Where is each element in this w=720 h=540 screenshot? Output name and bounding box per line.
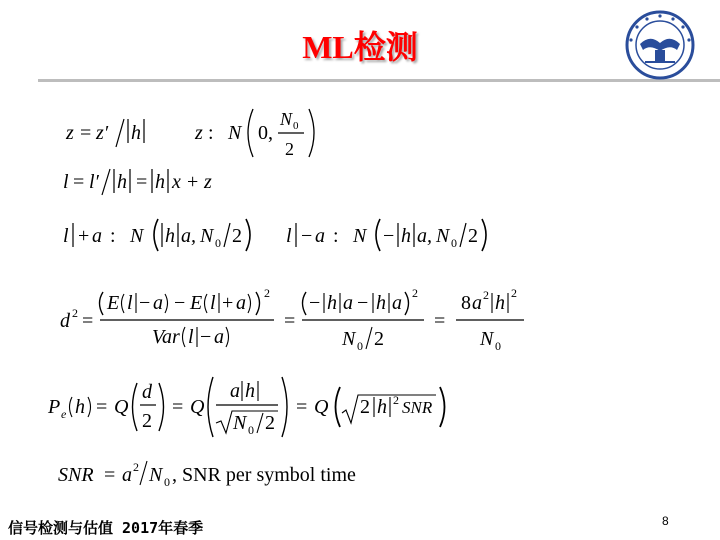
- svg-text:z: z: [66, 122, 74, 144]
- svg-text:N: N: [228, 122, 242, 144]
- svg-text:a: a: [392, 292, 402, 314]
- svg-text:h: h: [376, 292, 386, 314]
- svg-text:l: l: [127, 292, 133, 314]
- svg-text:2: 2: [72, 306, 78, 320]
- svg-text:2: 2: [265, 412, 275, 434]
- svg-text:z: z: [204, 171, 212, 193]
- svg-text:=: =: [136, 171, 148, 193]
- svg-text:−: −: [309, 292, 321, 314]
- svg-text:2: 2: [511, 286, 517, 300]
- svg-text:x: x: [172, 171, 181, 193]
- svg-text:0: 0: [495, 339, 501, 353]
- svg-text:Q: Q: [314, 396, 329, 418]
- svg-text:N: N: [353, 225, 367, 247]
- formula-l-normalized: [63, 169, 212, 195]
- svg-text:=: =: [80, 122, 92, 144]
- svg-text:=: =: [434, 310, 446, 332]
- svg-text:=: =: [284, 310, 296, 332]
- svg-text:N: N: [233, 412, 247, 434]
- svg-text:h: h: [165, 225, 175, 247]
- svg-text:a: a: [122, 464, 132, 486]
- svg-text:h: h: [401, 225, 411, 247]
- svg-text:=: =: [296, 396, 308, 418]
- svg-text:2: 2: [232, 225, 242, 247]
- svg-text:Var: Var: [152, 326, 180, 348]
- svg-text:2: 2: [264, 286, 270, 300]
- formula-l-given-minus-a: [286, 219, 486, 251]
- svg-text:l: l: [286, 225, 292, 247]
- svg-text:2: 2: [285, 139, 294, 159]
- svg-text:a,: a,: [417, 225, 432, 247]
- svg-text:=: =: [82, 310, 94, 332]
- formula-distance-squared: [60, 286, 524, 353]
- svg-text:=: =: [96, 396, 108, 418]
- svg-text:d: d: [142, 381, 152, 403]
- svg-text:2: 2: [142, 410, 152, 432]
- svg-text:E: E: [190, 292, 203, 314]
- svg-text:h: h: [131, 122, 141, 144]
- svg-text:2: 2: [360, 396, 370, 418]
- svg-text:a: a: [92, 225, 102, 247]
- svg-text:d: d: [60, 310, 70, 332]
- university-seal-icon: [625, 10, 695, 80]
- svg-text:2: 2: [412, 286, 418, 300]
- svg-text:−: −: [200, 326, 212, 348]
- svg-text:a: a: [315, 225, 325, 247]
- svg-text:+: +: [187, 171, 199, 193]
- svg-text:a: a: [472, 292, 482, 314]
- svg-text:N: N: [130, 225, 144, 247]
- svg-text:8: 8: [461, 292, 471, 314]
- svg-text:=: =: [172, 396, 184, 418]
- svg-text:+: +: [78, 225, 90, 247]
- svg-text:−: −: [301, 225, 313, 247]
- svg-text:E: E: [107, 292, 120, 314]
- svg-text::: :: [333, 225, 339, 247]
- svg-text:a: a: [153, 292, 163, 314]
- svg-text:h: h: [377, 396, 387, 418]
- svg-text:0: 0: [357, 339, 363, 353]
- formula-z-distribution: [194, 109, 314, 159]
- svg-text:l: l: [210, 292, 216, 314]
- svg-text:0: 0: [215, 236, 221, 250]
- svg-text:=: =: [104, 464, 116, 486]
- svg-text:SNR: SNR: [402, 398, 433, 417]
- formula-snr-definition: [58, 460, 356, 489]
- svg-text:e: e: [61, 407, 67, 421]
- svg-text:2: 2: [133, 460, 139, 474]
- svg-text:, SNR per symbol time: , SNR per symbol time: [172, 464, 356, 486]
- svg-text:a: a: [343, 292, 353, 314]
- svg-text:−: −: [357, 292, 369, 314]
- svg-text:Q: Q: [190, 396, 205, 418]
- svg-text:z: z: [195, 122, 203, 144]
- svg-text::: :: [208, 122, 214, 144]
- formula-block: [40, 95, 560, 495]
- svg-text:SNR: SNR: [58, 464, 94, 486]
- svg-text:2: 2: [483, 288, 489, 302]
- svg-text:N: N: [436, 225, 450, 247]
- svg-text:N: N: [280, 109, 293, 129]
- svg-text:a: a: [230, 380, 240, 402]
- svg-text:N: N: [342, 328, 356, 350]
- svg-text:0: 0: [293, 120, 299, 132]
- svg-text:−: −: [174, 292, 186, 314]
- svg-text:a,: a,: [181, 225, 196, 247]
- svg-text:l: l: [63, 225, 69, 247]
- svg-text:Q: Q: [114, 396, 129, 418]
- title-divider: [38, 79, 720, 82]
- formula-error-probability: [47, 377, 445, 437]
- svg-text:0: 0: [248, 423, 254, 437]
- svg-text:N: N: [480, 328, 494, 350]
- svg-text:0: 0: [164, 475, 170, 489]
- svg-text:N: N: [149, 464, 163, 486]
- svg-text:−: −: [139, 292, 151, 314]
- svg-text:=: =: [73, 171, 85, 193]
- svg-text:z′: z′: [96, 122, 109, 144]
- page-number: 8: [662, 514, 669, 528]
- svg-text:h: h: [117, 171, 127, 193]
- formula-l-given-plus-a: [63, 219, 250, 251]
- svg-text:+: +: [222, 292, 234, 314]
- svg-text:N: N: [200, 225, 214, 247]
- svg-text::: :: [110, 225, 116, 247]
- svg-text:h: h: [495, 292, 505, 314]
- svg-text:h: h: [245, 380, 255, 402]
- formula-z-normalized: [65, 119, 144, 147]
- svg-text:0,: 0,: [258, 122, 273, 144]
- svg-text:l′: l′: [89, 171, 99, 193]
- svg-text:a: a: [214, 326, 224, 348]
- svg-text:l: l: [63, 171, 69, 193]
- svg-text:l: l: [188, 326, 194, 348]
- svg-text:−: −: [383, 225, 395, 247]
- svg-text:h: h: [327, 292, 337, 314]
- svg-text:2: 2: [393, 393, 399, 407]
- slide-title: ML检测: [302, 29, 418, 65]
- svg-text:2: 2: [468, 225, 478, 247]
- svg-text:0: 0: [451, 236, 457, 250]
- course-footer: 信号检测与估值 2017年春季: [8, 519, 204, 537]
- svg-text:h: h: [155, 171, 165, 193]
- svg-text:a: a: [236, 292, 246, 314]
- svg-text:h: h: [75, 396, 85, 418]
- svg-text:2: 2: [374, 328, 384, 350]
- svg-text:P: P: [48, 396, 61, 418]
